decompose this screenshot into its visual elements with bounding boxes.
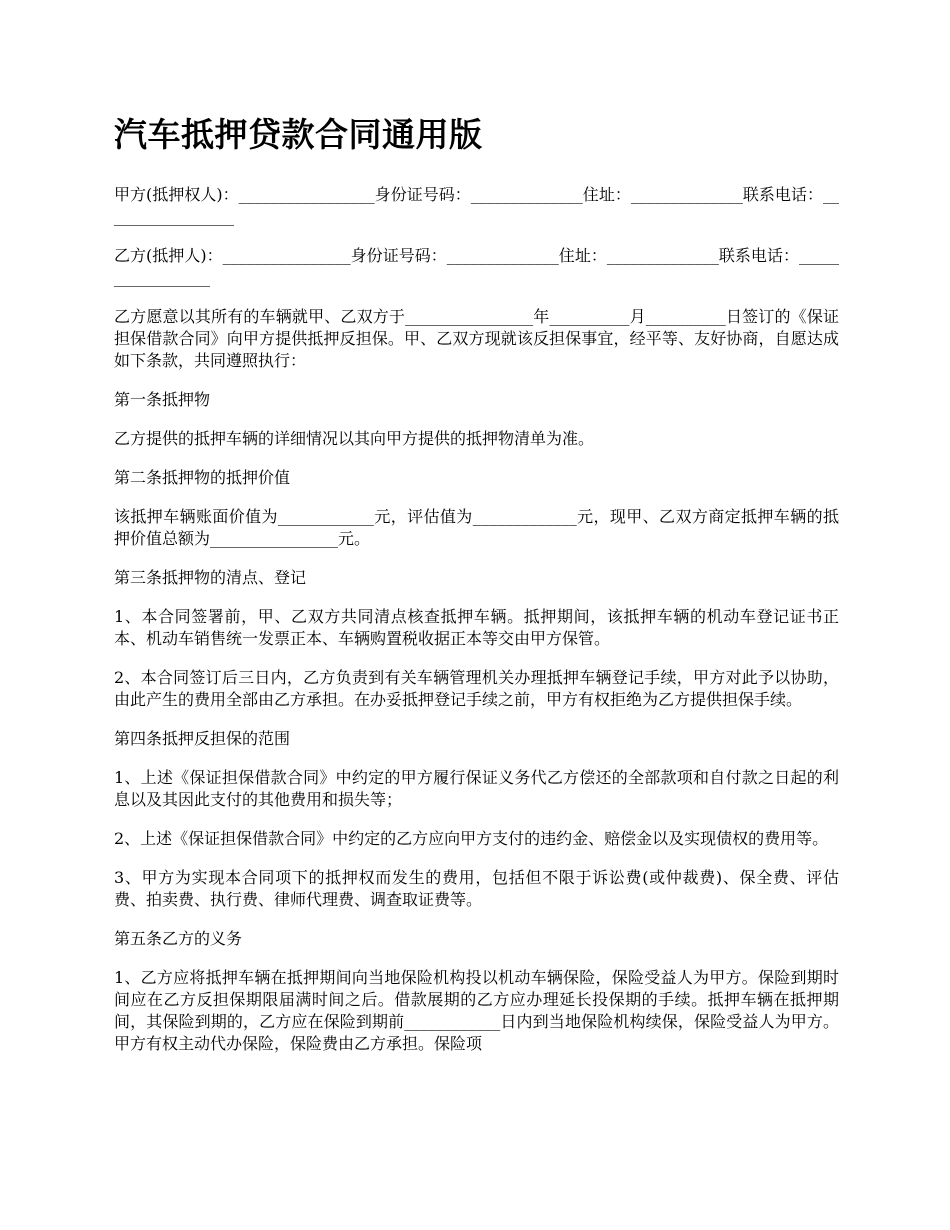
article-2-heading: 第二条抵押物的抵押价值 [114, 468, 291, 487]
party-b-info: 乙方(抵押人)：________________身份证号码：______________住址：______________联系电话：_________________ [114, 246, 839, 287]
document-page [114, 112, 839, 1072]
article-1-heading: 第一条抵押物 [114, 390, 211, 409]
article-2-text: 该抵押车辆账面价值为____________元，评估值为_____________元，现甲、乙双方商定抵押车辆的抵押价值总额为________________元。 [114, 507, 839, 548]
article-3-item-2: 2、本合同签订后三日内，乙方负责到有关车辆管理机关办理抵押车辆登记手续，甲方对此予以协助，由此产生的费用全部由乙方承担。在办妥抵押登记手续之前，甲方有权拒绝为乙方提供担保手续。 [114, 668, 839, 709]
preamble-paragraph: 乙方愿意以其所有的车辆就甲、乙双方于________________年__________月__________日签订的《保证担保借款合同》向甲方提供抵押反担保。甲、乙双方现就该反担保事宜，经平等、友好协商，自愿达成如下条款，共同遵照执行： [114, 307, 839, 370]
article-5-item-1: 1、乙方应将抵押车辆在抵押期间向当地保险机构投以机动车辆保险，保险受益人为甲方。保险到期时间应在乙方反担保期限届满时间之后。借款展期的乙方应办理延长投保期的手续。抵押车辆在抵押期间，其保险到期的，乙方应在保险到期前____________日内到当地保险机构续保，保险受益人为甲方。甲方有权主动代办保险，保险费由乙方承担。保险项 [114, 968, 839, 1053]
party-a-info: 甲方(抵押权人)：_________________身份证号码：______________住址：______________联系电话：_________________ [114, 185, 839, 226]
article-4-heading: 第四条抵押反担保的范围 [114, 729, 291, 748]
article-3-item-1: 1、本合同签署前，甲、乙双方共同清点核查抵押车辆。抵押期间，该抵押车辆的机动车登记证书正本、机动车销售统一发票正本、车辆购置税收据正本等交由甲方保管。 [114, 607, 839, 648]
article-3-heading: 第三条抵押物的清点、登记 [114, 568, 307, 587]
article-5-heading: 第五条乙方的义务 [114, 929, 243, 948]
document-title: 汽车抵押贷款合同通用版 [114, 115, 483, 154]
article-4-item-1: 1、上述《保证担保借款合同》中约定的甲方履行保证义务代乙方偿还的全部款项和自付款之日起的利息以及其因此支付的其他费用和损失等； [114, 768, 839, 809]
article-1-text: 乙方提供的抵押车辆的详细情况以其向甲方提供的抵押物清单为准。 [114, 429, 595, 448]
article-4-item-3: 3、甲方为实现本合同项下的抵押权而发生的费用，包括但不限于诉讼费(或仲裁费)、保全费、评估费、拍卖费、执行费、律师代理费、调查取证费等。 [114, 868, 839, 909]
article-4-item-2: 2、上述《保证担保借款合同》中约定的乙方应向甲方支付的违约金、赔偿金以及实现债权的费用等。 [114, 829, 829, 848]
